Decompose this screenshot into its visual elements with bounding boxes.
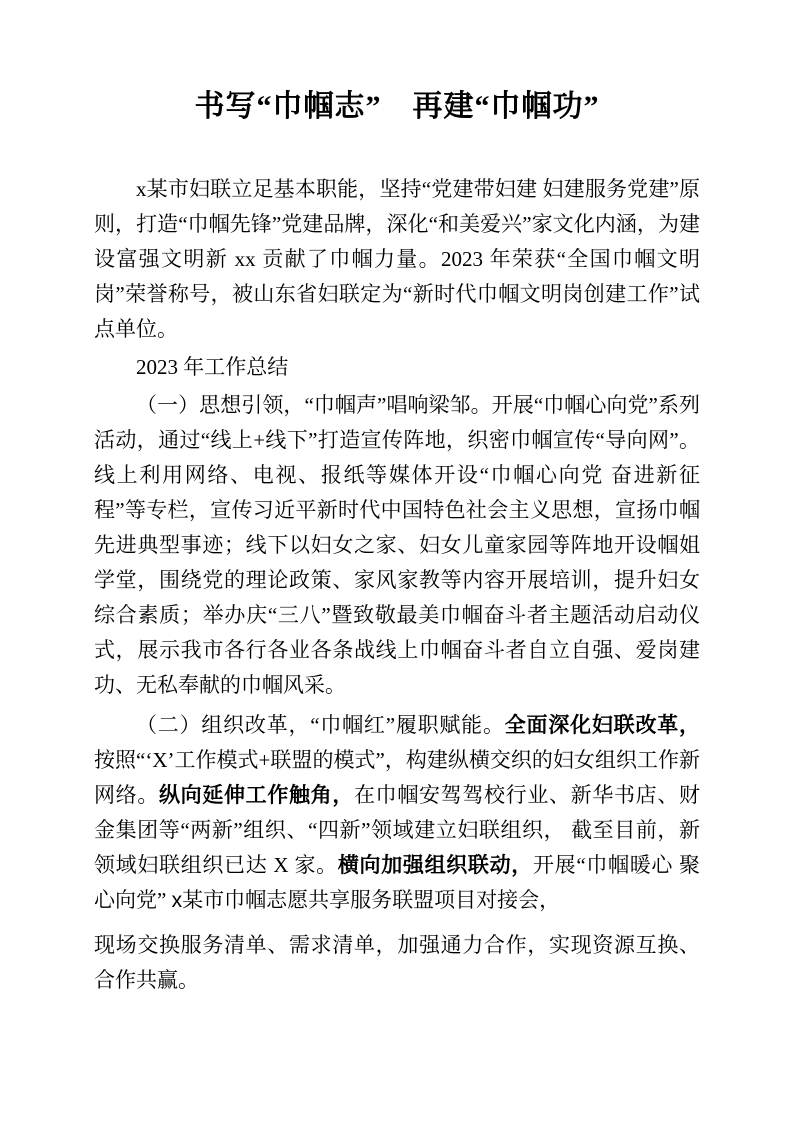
paragraph-summary-heading: 2023 年工作总结	[136, 355, 289, 379]
text-run-regular: 开展“巾帼暖心 聚心向党”	[94, 853, 701, 912]
text-run-bold-emphasis: 横向加强组织联动，	[337, 854, 533, 877]
paragraph-intro: x某市妇联立足基本职能，坚持“党建带妇建 妇建服务党建”原则，打造“巾帼先锋”党建品牌，深化“和美爱兴”家文化内涵，为建设富强文明新 xx 贡献了巾帼力量。2023 年荣获“全国巾帼文明岗”荣誉称号，被山东省妇联定为“新时代巾帼文明岗创建工作”试点单位。	[94, 177, 700, 341]
paragraph-section-one: （一）思想引领，“巾帼声”唱响梁邹。开展“巾帼心向党”系列活动，通过“线上+线下”打造宣传阵地，织密巾帼宣传“导向网”。线上利用网络、电视、报纸等媒体开设“巾帼心向党 奋进新征程”等专栏，宣传习近平新时代中国特色社会主义思想，宣扬巾帼先进典型事迹；线下以妇女之家、妇女儿童家园等阵地开设帼姐学堂，围绕党的理论政策、家风家教等内容开展培训，提升妇女综合素质；举办庆“三八”暨致敬最美巾帼奋斗者主题活动启动仪式，展示我市各行各业各条战线上巾帼奋斗者自立自强、爱岗建功、无私奉献的巾帼风采。	[94, 393, 700, 697]
paragraph-section-two	[94, 708, 700, 918]
text-run-regular: 巾帼志愿共享服务联盟项目对接会，	[224, 888, 561, 912]
text-run-regular: 在巾帼安驾驾校行业、新华书店、财金集团等“两新”组织、“四新”领域建立妇联组织， 截至目前，新领域妇联组织已达 X 家。	[94, 783, 700, 877]
paragraph-section-two-continuation: 现场交换服务清单、需求清单，加强通力合作，实现资源互换、合作共赢。	[94, 933, 700, 992]
document-title: 书写“巾帼志” 再建“巾帼功”	[194, 90, 600, 123]
text-run-placeholder-city: x某市	[171, 889, 225, 912]
text-run-regular: （二）组织改革，“巾帼红”履职赋能。	[136, 713, 505, 737]
text-run-regular: 按照“‘X’工作模式+联盟的模式”，构建纵横交织的妇女组织工作新网络。	[94, 748, 700, 807]
text-run-bold-emphasis: 纵向延伸工作触角，	[159, 784, 354, 807]
text-run-bold-emphasis: 全面深化妇联改革，	[504, 714, 701, 737]
